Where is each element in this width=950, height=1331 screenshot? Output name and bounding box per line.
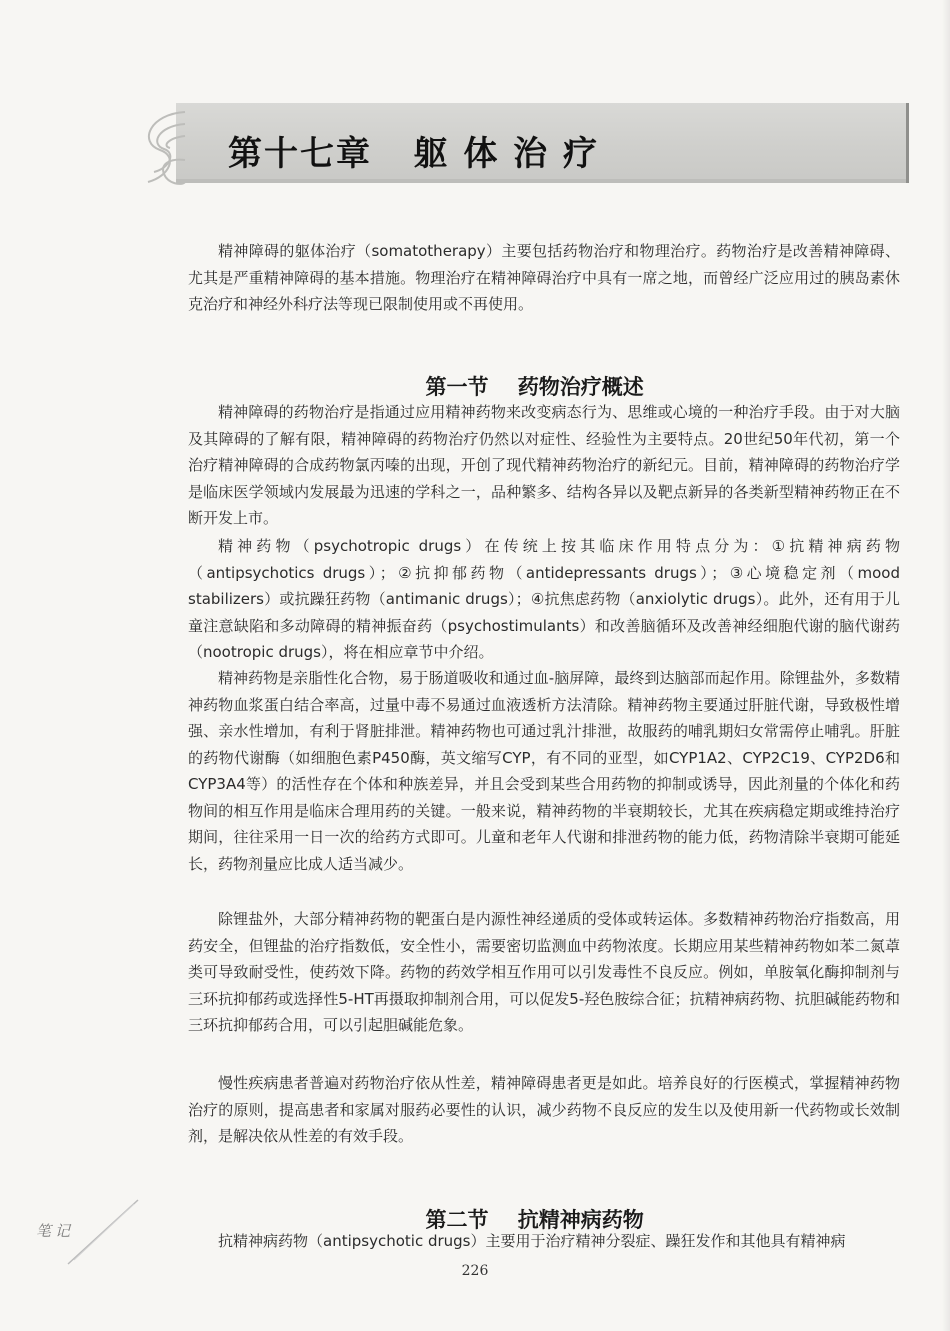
section-2-first-line: 抗精神病药物（antipsychotic drugs）主要用于治疗精神分裂症、躁狂发作和其他具有精神病 <box>218 1232 846 1250</box>
section-1-paragraph-3: 精神药物是亲脂性化合物，易于肠道吸收和通过血-脑屏障，最终到达脑部而起作用。除锂盐外，多数精神药物血浆蛋白结合率高，过量中毒不易通过血液透析方法清除。精神药物主要通过肝脏代谢，导致极性增强、亲水性增加，有利于肾脏排泄。精神药物也可通过乳汁排泄，故服药的哺乳期妇女常需停止哺乳。肝脏的药物代谢酶（如细胞色素P450酶，英文缩写CYP，有不同的亚型，如CYP1A2、CYP2C19、CYP2D6和CYP3A4等）的活性存在个体和种族差异，并且会受到某些合用药物的抑制或诱导，因此剂量的个体化和药物间的相互作用是临床合理用药的关键。一般来说，精神药物的半衰期较长，尤其在疾病稳定期或维持治疗期间，往往采用一日一次的给药方式即可。儿童和老年人代谢和排泄药物的能力低，药物清除半衰期可能延长，药物剂量应比成人适当减少。 <box>188 669 900 873</box>
section-1-heading-text: 第一节 药物治疗概述 <box>425 375 644 399</box>
section-2-heading-text: 第二节 抗精神病药物 <box>425 1208 644 1232</box>
intro-paragraph: 精神障碍的躯体治疗（somatotherapy）主要包括药物治疗和物理治疗。药物治疗是改善精神障碍、尤其是严重精神障碍的基本措施。物理治疗在精神障碍治疗中具有一席之地，而曾经广泛应用过的胰岛素休克治疗和神经外科疗法等现已限制使用或不再使用。 <box>188 242 900 313</box>
chapter-title: 第十七章 躯 体 治 疗 <box>228 134 600 174</box>
section-1-paragraph-1: 精神障碍的药物治疗是指通过应用精神药物来改变病态行为、思维或心境的一种治疗手段。由于对大脑及其障碍的了解有限，精神障碍的药物治疗仍然以对症性、经验性为主要特点。20世纪50年代初，第一个治疗精神障碍的合成药物氯丙嗪的出现，开创了现代精神药物治疗的新纪元。目前，精神障碍的药物治疗学是临床医学领域内发展最为迅速的学科之一，品种繁多、结构各异以及靶点新异的各类新型精神药物正在不断开发上市。 <box>188 403 900 527</box>
page-number: 226 <box>461 1263 489 1279</box>
margin-note-label: 笔记 <box>36 1222 75 1240</box>
section-1-paragraph-4: 除锂盐外，大部分精神药物的靶蛋白是内源性神经递质的受体或转运体。多数精神药物治疗指数高，用药安全，但锂盐的治疗指数低，安全性小，需要密切监测血中药物浓度。长期应用某些精神药物如苯二氮䓬类可导致耐受性，使药效下降。药物的药效学相互作用可以引发毒性不良反应。例如，单胺氧化酶抑制剂与三环抗抑郁药或选择性5-HT再摄取抑制剂合用，可以促发5-羟色胺综合征；抗精神病药物、抗胆碱能药物和三环抗抑郁药合用，可以引起胆碱能危象。 <box>188 910 900 1034</box>
swirl-ornament-icon <box>130 102 190 194</box>
page-edge-shadow <box>942 0 950 1331</box>
section-1-paragraph-5: 慢性疾病患者普遍对药物治疗依从性差，精神障碍患者更是如此。培养良好的行医模式，掌握精神药物治疗的原则，提高患者和家属对服药必要性的认识，减少药物不良反应的发生以及使用新一代药物或长效制剂，是解决依从性差的有效手段。 <box>188 1074 900 1145</box>
section-1-paragraph-2: 精神药物（psychotropic drugs）在传统上按其临床作用特点分为：①抗精神病药物（antipsychotics drugs）；②抗抑郁药物（antidepressants drugs）；③心境稳定剂（mood stabilizers）或抗躁狂药物（antimanic drugs）；④抗焦虑药物（anxiolytic drugs）。此外，还有用于儿童注意缺陷和多动障碍的精神振奋药（psychostimulants）和改善脑循环及改善神经细胞代谢的脑代谢药（nootropic drugs），将在相应章节中介绍。 <box>188 537 900 661</box>
